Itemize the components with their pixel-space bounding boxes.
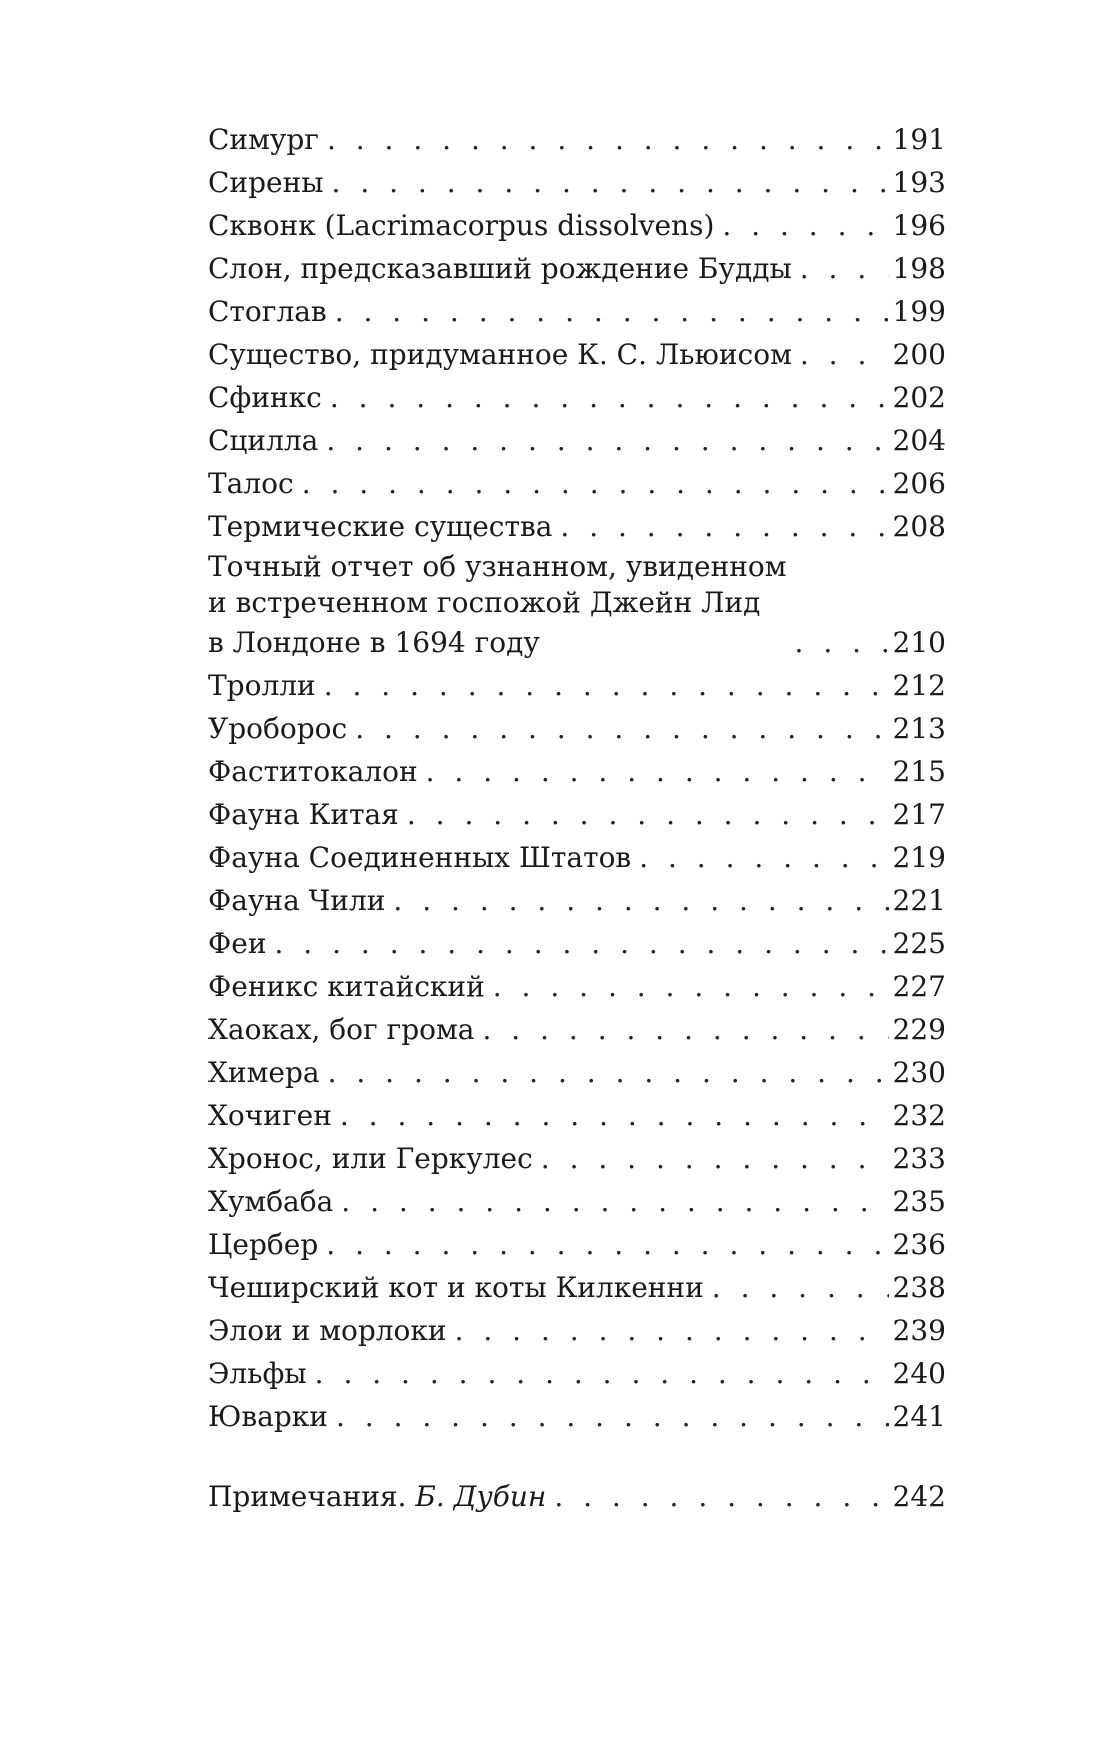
toc-entry-page: 210 (892, 626, 946, 659)
dot-leader (541, 1137, 889, 1180)
toc-entry[interactable] (208, 1008, 946, 1051)
notes-author: Б. Дубин (415, 1480, 547, 1513)
toc-entry-page: 213 (892, 712, 946, 745)
dot-leader (327, 118, 889, 161)
toc-entry-title: Фауна Чили (208, 884, 386, 917)
toc-entry-page: 240 (892, 1357, 946, 1390)
toc-entry[interactable] (208, 836, 946, 879)
toc-entry-page: 225 (892, 927, 946, 960)
toc-entry-title: Уроборос (208, 712, 348, 745)
dot-leader (330, 376, 889, 419)
toc-entry[interactable] (208, 1180, 946, 1223)
toc-entry-title: Сквонк (Lacrimacorpus dissolvens) (208, 209, 715, 242)
dot-leader (712, 1266, 889, 1309)
toc-entry[interactable] (208, 376, 946, 419)
dot-leader (455, 1309, 889, 1352)
toc-entry-title: Симург (208, 123, 319, 156)
toc-entry-notes[interactable] (208, 1475, 946, 1518)
dot-leader (324, 664, 889, 707)
toc-entry-title-line: в Лондоне в 1694 году (208, 626, 540, 659)
dot-leader (800, 333, 889, 376)
toc-entry[interactable] (208, 922, 946, 965)
toc-entry[interactable] (208, 1137, 946, 1180)
toc-entry-title-line: Точный отчет об узнанном, увиденном (208, 550, 787, 583)
toc-entry-multiline[interactable] (208, 549, 946, 664)
toc-entry-page: 204 (892, 424, 946, 457)
toc-entry-title (208, 549, 787, 664)
toc-entry-page: 202 (892, 381, 946, 414)
toc-entry[interactable] (208, 1352, 946, 1395)
toc-entry-title: Юварки (208, 1400, 328, 1433)
toc-entry-title: Существо, придуманное К. С. Льюисом (208, 338, 792, 371)
toc-entry-page: 241 (892, 1400, 946, 1433)
toc-entry-title: Сцилла (208, 424, 319, 457)
toc-entry-page: 200 (892, 338, 946, 371)
toc-entry-page: 199 (892, 295, 946, 328)
toc-entry-page: 219 (892, 841, 946, 874)
dot-leader (335, 290, 889, 333)
toc-entry-title: Химера (208, 1056, 320, 1089)
toc-entry-page: 206 (892, 467, 946, 500)
dot-leader (332, 161, 889, 204)
dot-leader (340, 1094, 889, 1137)
toc-entry-page: 191 (892, 123, 946, 156)
toc-entry-title: Феникс китайский (208, 970, 485, 1003)
toc-entry-page: 212 (892, 669, 946, 702)
toc-entry-page: 236 (892, 1228, 946, 1261)
dot-leader (639, 836, 888, 879)
toc-entry[interactable] (208, 161, 946, 204)
toc-entry-page: 233 (892, 1142, 946, 1175)
dot-leader (336, 1395, 889, 1438)
toc-entry[interactable] (208, 750, 946, 793)
toc-entry-page: 221 (892, 884, 946, 917)
dot-leader (722, 204, 888, 247)
toc-entry[interactable] (208, 290, 946, 333)
toc-entry-title: Стоглав (208, 295, 327, 328)
toc-entry-title: Термические существа (208, 510, 553, 543)
toc-entry[interactable] (208, 118, 946, 161)
toc-entry-title: Тролли (208, 669, 316, 702)
table-of-contents (208, 118, 946, 1438)
toc-entry[interactable] (208, 333, 946, 376)
dot-leader (554, 1475, 888, 1518)
toc-entry-page: 242 (892, 1480, 946, 1513)
notes-section (208, 1475, 946, 1518)
toc-entry-title: Сфинкс (208, 381, 322, 414)
toc-entry-title: Сирены (208, 166, 324, 199)
toc-entry-page: 208 (892, 510, 946, 543)
toc-entry-title: Цербер (208, 1228, 319, 1261)
toc-entry-page: 217 (892, 798, 946, 831)
toc-entry-page: 232 (892, 1099, 946, 1132)
dot-leader (800, 247, 889, 290)
dot-leader (795, 621, 889, 664)
dot-leader (326, 1223, 888, 1266)
toc-entry-title: Хронос, или Геркулес (208, 1142, 533, 1175)
toc-entry-page: 193 (892, 166, 946, 199)
toc-entry-title: Хочиген (208, 1099, 332, 1132)
toc-entry-title: Фауна Соединенных Штатов (208, 841, 632, 874)
dot-leader (326, 419, 888, 462)
toc-entry[interactable] (208, 419, 946, 462)
dot-leader (328, 1051, 889, 1094)
toc-entry[interactable] (208, 965, 946, 1008)
toc-entry[interactable] (208, 204, 946, 247)
dot-leader (315, 1352, 889, 1395)
toc-entry-page: 238 (892, 1271, 946, 1304)
toc-entry[interactable] (208, 505, 946, 548)
dot-leader (560, 505, 888, 548)
toc-entry[interactable] (208, 1309, 946, 1352)
dot-leader (426, 750, 889, 793)
toc-entry[interactable] (208, 1266, 946, 1309)
toc-entry-title: Фауна Китая (208, 798, 399, 831)
toc-entry[interactable] (208, 793, 946, 836)
dot-leader (341, 1180, 888, 1223)
toc-entry-title: Хаоках, бог грома (208, 1013, 475, 1046)
toc-entry-title: Чеширский кот и коты Килкенни (208, 1271, 704, 1304)
toc-entry[interactable] (208, 707, 946, 750)
toc-entry-page: 235 (892, 1185, 946, 1218)
toc-entry[interactable] (208, 462, 946, 505)
dot-leader (274, 922, 888, 965)
toc-entry-page: 227 (892, 970, 946, 1003)
toc-entry-page: 239 (892, 1314, 946, 1347)
toc-entry-title: Эльфы (208, 1357, 307, 1390)
notes-title: Примечания. (208, 1480, 407, 1513)
toc-entry[interactable] (208, 1094, 946, 1137)
dot-leader (482, 1008, 888, 1051)
toc-entry[interactable] (208, 247, 946, 290)
toc-entry-title: Феи (208, 927, 267, 960)
dot-leader (493, 965, 889, 1008)
toc-entry-page: 230 (892, 1056, 946, 1089)
toc-entry-page: 229 (892, 1013, 946, 1046)
toc-entry-page: 196 (892, 209, 946, 242)
toc-entry-title: Фаститокалон (208, 755, 418, 788)
toc-entry-title: Хумбаба (208, 1185, 334, 1218)
toc-entry-page: 198 (892, 252, 946, 285)
toc-entry-title-line: и встреченном госпожой Джейн Лид (208, 586, 761, 619)
dot-leader (393, 879, 888, 922)
toc-entry[interactable] (208, 664, 946, 707)
dot-leader (407, 793, 889, 836)
toc-entry-title: Талос (208, 467, 294, 500)
dot-leader (302, 462, 889, 505)
dot-leader (355, 707, 888, 750)
toc-entry-title: Слон, предсказавший рождение Будды (208, 252, 792, 285)
toc-entry-title (208, 1475, 546, 1518)
toc-entry[interactable] (208, 1395, 946, 1438)
toc-entry-page: 215 (892, 755, 946, 788)
toc-entry[interactable] (208, 879, 946, 922)
toc-entry[interactable] (208, 1051, 946, 1094)
toc-entry-title: Элои и морлоки (208, 1314, 447, 1347)
toc-entry[interactable] (208, 1223, 946, 1266)
